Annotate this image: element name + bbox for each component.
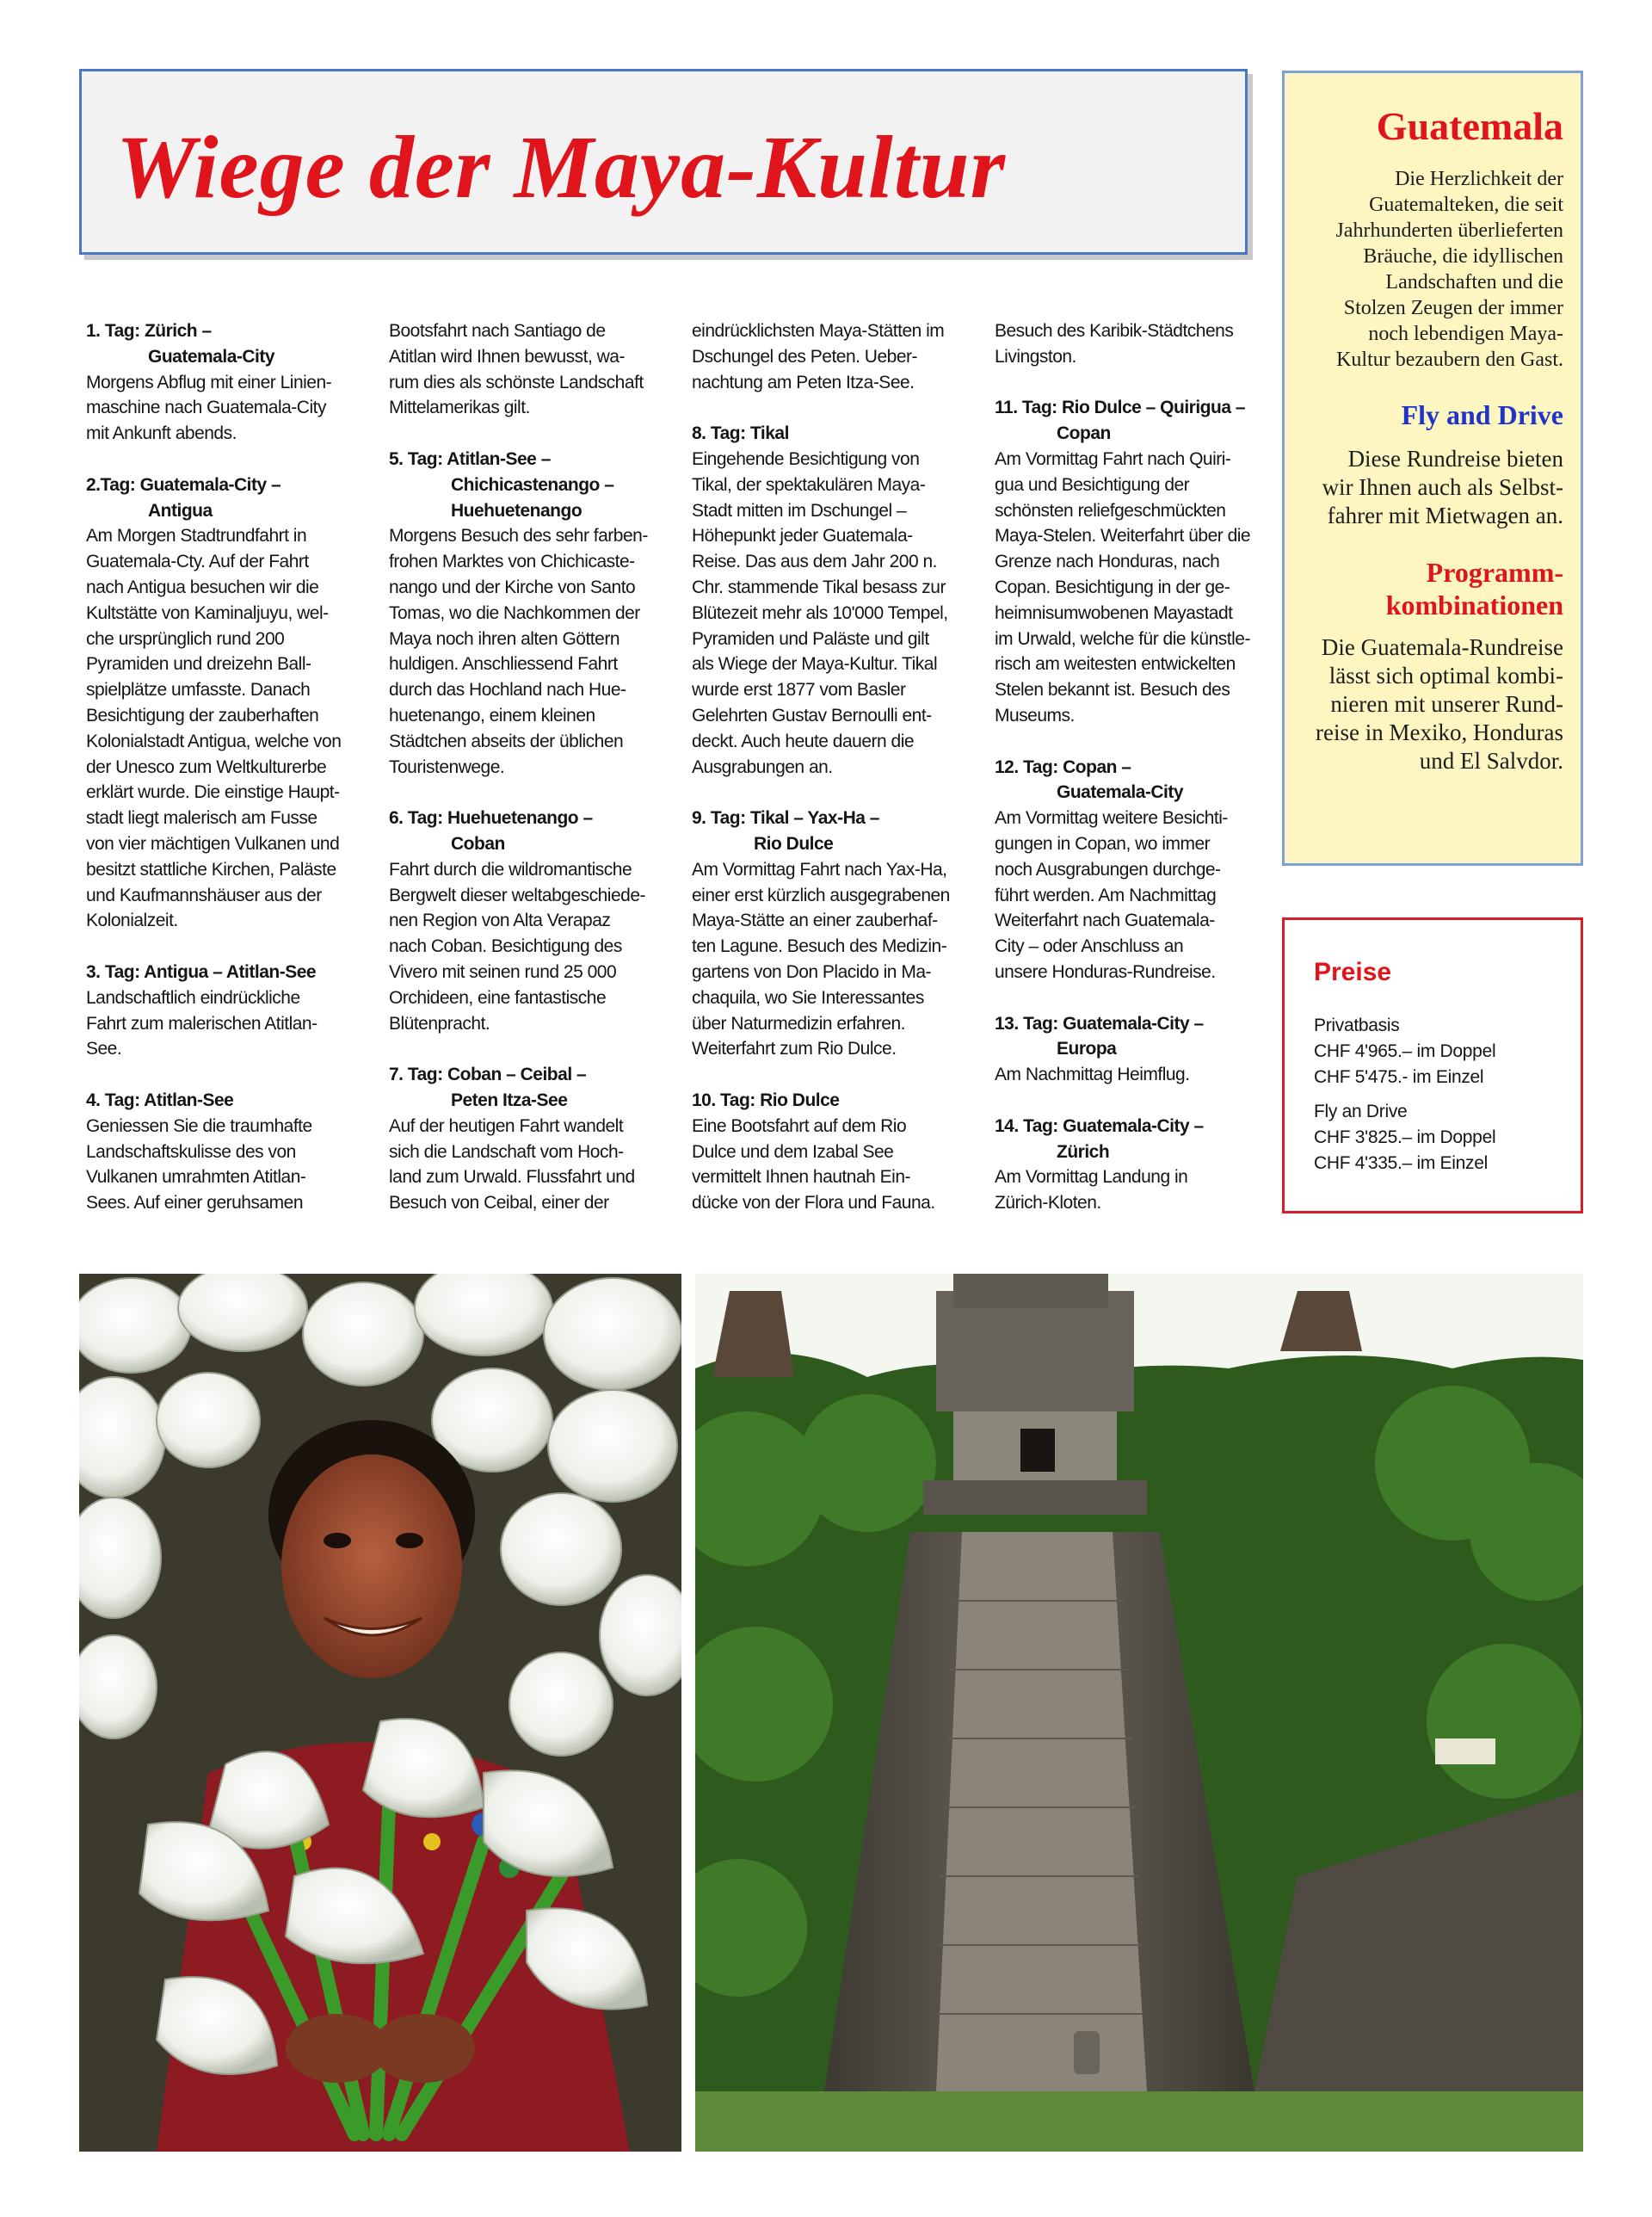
line: Copan. Besichtigung in der ge- — [995, 577, 1230, 597]
prices-title: Preise — [1314, 958, 1392, 986]
line: dücke von der Flora und Fauna. — [692, 1193, 935, 1213]
line: che ursprünglich rund 200 — [86, 628, 285, 649]
day-block — [389, 806, 673, 1036]
continued-text — [995, 318, 1279, 370]
day-heading-route: Zürich — [1057, 1141, 1110, 1162]
line: rum dies als schönste Landschaft — [389, 372, 644, 392]
line: Maya-Stätte an einer zauberhaf- — [692, 911, 938, 931]
line: Morgens Abflug mit einer Linien- — [86, 372, 332, 392]
line: Die Guatemala-Rundreise — [1321, 634, 1563, 660]
line: wurde erst 1877 vom Basler — [692, 680, 906, 701]
line: Am Morgen Stadtrundfahrt in — [86, 526, 307, 547]
line: stadt liegt malerisch am Fusse — [86, 808, 317, 829]
line: mit Ankunft abends. — [86, 423, 237, 444]
line: Stelen bekannt ist. Besuch des — [995, 680, 1230, 701]
photo-tikal-temple — [695, 1274, 1583, 2152]
line: gungen in Copan, wo immer — [995, 833, 1211, 854]
day-block — [995, 755, 1279, 985]
price-line: CHF 4'335.– im Einzel — [1314, 1153, 1488, 1173]
line: vermittelt Ihnen hautnah Ein- — [692, 1167, 910, 1188]
line: lässt sich optimal kombi- — [1328, 663, 1563, 689]
line: nieren mit unserer Rund- — [1330, 691, 1563, 717]
line: Am Vormittag weitere Besichti- — [995, 808, 1228, 829]
line: Livingston. — [995, 346, 1076, 367]
sidebar-intro — [1298, 166, 1563, 373]
day-heading-route: Huehuetenango — [451, 500, 583, 521]
line: sich die Landschaft vom Hoch- — [389, 1141, 624, 1162]
price-group-label: Fly an Drive — [1314, 1102, 1408, 1121]
day-heading: 12. Tag: Copan – — [995, 756, 1131, 777]
line: Blütenpracht. — [389, 1013, 490, 1034]
day-heading-route: Europa — [1057, 1039, 1117, 1059]
line: nachtung am Peten Itza-See. — [692, 372, 915, 392]
continued-text — [692, 318, 976, 395]
line: Fahrt durch die wildromantische — [389, 859, 632, 880]
price-line: CHF 4'965.– im Doppel — [1314, 1041, 1496, 1061]
line: einer erst kürzlich ausgegrabenen — [692, 885, 950, 905]
line: Städtchen abseits der üblichen — [389, 731, 624, 751]
prices-box — [1282, 917, 1583, 1213]
line: Bräuche, die idyllischen — [1363, 245, 1563, 268]
line: gartens von Don Placido in Ma- — [692, 961, 931, 982]
line: unsere Honduras-Rundreise. — [995, 961, 1216, 982]
day-heading: 6. Tag: Huehuetenango – — [389, 808, 593, 829]
line: Diese Rundreise bieten — [1347, 446, 1563, 472]
text-column-1 — [86, 318, 370, 1222]
line: Chr. stammende Tikal besass zur — [692, 577, 946, 597]
day-heading: 5. Tag: Atitlan-See – — [389, 448, 551, 469]
sidebar-title: Guatemala — [1376, 104, 1563, 148]
line: Atitlan wird Ihnen bewusst, wa- — [389, 346, 625, 367]
line: Geniessen Sie die traumhafte — [86, 1115, 312, 1136]
line: Besuch des Karibik-Städtchens — [995, 321, 1234, 341]
program-text — [1298, 633, 1563, 775]
line: Tikal, der spektakulären Maya- — [692, 474, 926, 495]
line: Besichtigung der zauberhaften — [86, 705, 319, 726]
text-column-2 — [389, 318, 673, 1222]
line: Am Vormittag Fahrt nach Yax-Ha, — [692, 859, 947, 880]
line: City – oder Anschluss an — [995, 936, 1184, 957]
day-block — [692, 1088, 976, 1216]
line: Am Vormittag Landung in — [995, 1167, 1188, 1188]
line: Guatemala-Cty. Auf der Fahrt — [86, 552, 309, 572]
day-heading: 2.Tag: Guatemala-City – — [86, 474, 281, 495]
line: Jahrhunderten überlieferten — [1335, 219, 1563, 242]
line: im Urwald, welche für die künstle- — [995, 628, 1250, 649]
day-block — [995, 1011, 1279, 1088]
day-block — [995, 1114, 1279, 1216]
line: Touristenwege. — [389, 756, 505, 777]
line: Programm- — [1426, 557, 1563, 588]
line: der Unesco zum Weltkulturerbe — [86, 756, 327, 777]
day-heading-route: Guatemala-City — [1057, 782, 1184, 803]
day-heading-route: Peten Itza-See — [451, 1090, 568, 1110]
day-block — [692, 806, 976, 1062]
line: Kultur bezaubern den Gast. — [1336, 349, 1563, 371]
line: durch das Hochland nach Hue- — [389, 680, 626, 701]
line: Maya-Stelen. Weiterfahrt über die — [995, 526, 1251, 547]
fly-drive-heading: Fly and Drive — [1401, 399, 1563, 430]
line: wir Ihnen auch als Selbst- — [1322, 474, 1563, 500]
line: Stolzen Zeugen der immer — [1343, 297, 1563, 319]
line: Am Vormittag Fahrt nach Quiri- — [995, 448, 1231, 469]
line: und El Salvdor. — [1419, 748, 1563, 774]
line: maschine nach Guatemala-City — [86, 398, 326, 418]
line: Die Herzlichkeit der — [1395, 168, 1563, 190]
line: Pyramiden und Paläste und gilt — [692, 628, 929, 649]
day-heading-route: Guatemala-City — [148, 346, 275, 367]
day-heading: 3. Tag: Antigua – Atitlan-See — [86, 961, 317, 982]
line: Tomas, wo die Nachkommen der — [389, 602, 640, 623]
day-heading: 11. Tag: Rio Dulce – Quirigua – — [995, 398, 1246, 418]
line: Höhepunkt jeder Guatemala- — [692, 526, 913, 547]
day-heading: 4. Tag: Atitlan-See — [86, 1090, 234, 1110]
day-block — [389, 447, 673, 780]
page-title: Wiege der Maya-Kultur — [116, 118, 1007, 217]
day-heading-route: Antigua — [148, 500, 213, 521]
line: Landschaftlich eindrückliche — [86, 987, 300, 1008]
line: Guatemalteken, die seit — [1369, 194, 1563, 216]
line: risch am weitesten entwickelten — [995, 654, 1236, 675]
line: Landschaftskulisse des von — [86, 1141, 296, 1162]
day-heading: 10. Tag: Rio Dulce — [692, 1090, 840, 1110]
line: Auf der heutigen Fahrt wandelt — [389, 1115, 624, 1136]
line: erklärt wurde. Die einstige Haupt- — [86, 782, 340, 803]
line: Gelehrten Gustav Bernoulli ent- — [692, 705, 932, 726]
line: über Naturmedizin erfahren. — [692, 1013, 905, 1034]
continued-text — [389, 318, 673, 421]
line: Vivero mit seinen rund 25 000 — [389, 961, 617, 982]
line: nango und der Kirche von Santo — [389, 577, 636, 597]
line: noch Ausgrabungen durchge- — [995, 859, 1221, 880]
line: Eine Bootsfahrt auf dem Rio — [692, 1115, 907, 1136]
line: führt werden. Am Nachmittag — [995, 885, 1217, 905]
line: frohen Marktes von Chichicaste- — [389, 552, 635, 572]
line: Ausgrabungen an. — [692, 756, 833, 777]
line: See. — [86, 1039, 122, 1059]
line: besitzt stattliche Kirchen, Paläste — [86, 859, 336, 880]
line: Morgens Besuch des sehr farben- — [389, 526, 648, 547]
line: Eingehende Besichtigung von — [692, 448, 920, 469]
line: nach Antigua besuchen wir die — [86, 577, 319, 597]
line: Sees. Auf einer geruhsamen — [86, 1193, 304, 1213]
line: huetenango, einem kleinen — [389, 705, 595, 726]
line: schönsten reliefgeschmückten — [995, 500, 1226, 521]
line: spielplätze umfasste. Danach — [86, 680, 311, 701]
price-group-label: Privatbasis — [1314, 1016, 1400, 1035]
line: fahrer mit Mietwagen an. — [1327, 503, 1563, 528]
day-heading: 13. Tag: Guatemala-City – — [995, 1013, 1204, 1034]
line: Dschungel des Peten. Ueber- — [692, 346, 917, 367]
line: Reise. Das aus dem Jahr 200 n. — [692, 552, 937, 572]
line: Kultstätte von Kaminaljuyu, wel- — [86, 602, 329, 623]
line: und Kaufmannshäuser aus der — [86, 885, 322, 905]
line: als Wiege der Maya-Kultur. Tikal — [692, 654, 938, 675]
line: Landschaften und die — [1385, 271, 1563, 293]
text-column-4 — [995, 318, 1279, 1222]
day-block — [389, 1062, 673, 1216]
line: Mittelamerikas gilt. — [389, 398, 530, 418]
day-heading: 1. Tag: Zürich – — [86, 321, 212, 341]
price-line: CHF 5'475.- im Einzel — [1314, 1067, 1484, 1087]
fly-drive-text — [1298, 445, 1563, 530]
line: Blütezeit mehr als 10'000 Tempel, — [692, 602, 948, 623]
day-block — [86, 960, 370, 1062]
line: deckt. Auch heute dauern die — [692, 731, 915, 751]
line: Museums. — [995, 705, 1075, 726]
day-heading-route: Rio Dulce — [754, 833, 834, 854]
line: heimnisumwobenen Mayastadt — [995, 602, 1233, 623]
photo-girl-with-lilies — [79, 1274, 681, 2152]
line: Bootsfahrt nach Santiago de — [389, 321, 606, 341]
line: Am Nachmittag Heimflug. — [995, 1065, 1190, 1085]
day-heading: 14. Tag: Guatemala-City – — [995, 1115, 1204, 1136]
line: Maya noch ihren alten Göttern — [389, 628, 620, 649]
line: von vier mächtigen Vulkanen und — [86, 833, 340, 854]
line: Weiterfahrt zum Rio Dulce. — [692, 1039, 897, 1059]
line: nach Coban. Besichtigung des — [389, 936, 622, 957]
program-heading — [1298, 556, 1563, 621]
line: Kolonialstadt Antigua, welche von — [86, 731, 342, 751]
day-block — [86, 1088, 370, 1216]
day-block — [86, 472, 370, 934]
line: reise in Mexiko, Honduras — [1316, 719, 1563, 745]
line: ten Lagune. Besuch des Medizin- — [692, 936, 947, 957]
price-line: CHF 3'825.– im Doppel — [1314, 1127, 1496, 1147]
line: Grenze nach Honduras, nach — [995, 552, 1220, 572]
day-heading: 8. Tag: Tikal — [692, 423, 789, 444]
line: nen Region von Alta Verapaz — [389, 911, 611, 931]
line: noch lebendigen Maya- — [1368, 323, 1563, 345]
line: Weiterfahrt nach Guatemala- — [995, 911, 1215, 931]
title-box — [79, 69, 1248, 255]
line: Zürich-Kloten. — [995, 1193, 1101, 1213]
line: Pyramiden und dreizehn Ball- — [86, 654, 311, 675]
line: Dulce und dem Izabal See — [692, 1141, 894, 1162]
day-heading: 7. Tag: Coban – Ceibal – — [389, 1065, 587, 1085]
line: Vulkanen umrahmten Atitlan- — [86, 1167, 306, 1188]
line: kombinationen — [1385, 590, 1563, 621]
day-block — [86, 318, 370, 447]
line: Besuch von Ceibal, einer der — [389, 1193, 609, 1213]
line: Kolonialzeit. — [86, 911, 178, 931]
day-heading-route: Chichicastenango – — [451, 474, 614, 495]
day-heading: 9. Tag: Tikal – Yax-Ha – — [692, 808, 879, 829]
line: gua und Besichtigung der — [995, 474, 1190, 495]
day-heading-route: Copan — [1057, 423, 1111, 444]
day-heading-route: Coban — [451, 833, 505, 854]
day-block — [692, 421, 976, 780]
info-sidebar — [1282, 71, 1583, 866]
line: land zum Urwald. Flussfahrt und — [389, 1167, 635, 1188]
text-column-3 — [692, 318, 976, 1222]
line: eindrücklichsten Maya-Stätten im — [692, 321, 945, 341]
line: Orchideen, eine fantastische — [389, 987, 607, 1008]
line: huldigen. Anschliessend Fahrt — [389, 654, 618, 675]
line: chaquila, wo Sie Interessantes — [692, 987, 924, 1008]
line: Stadt mitten im Dschungel – — [692, 500, 907, 521]
day-block — [995, 395, 1279, 728]
line: Fahrt zum malerischen Atitlan- — [86, 1013, 317, 1034]
line: Bergwelt dieser weltabgeschiede- — [389, 885, 646, 905]
